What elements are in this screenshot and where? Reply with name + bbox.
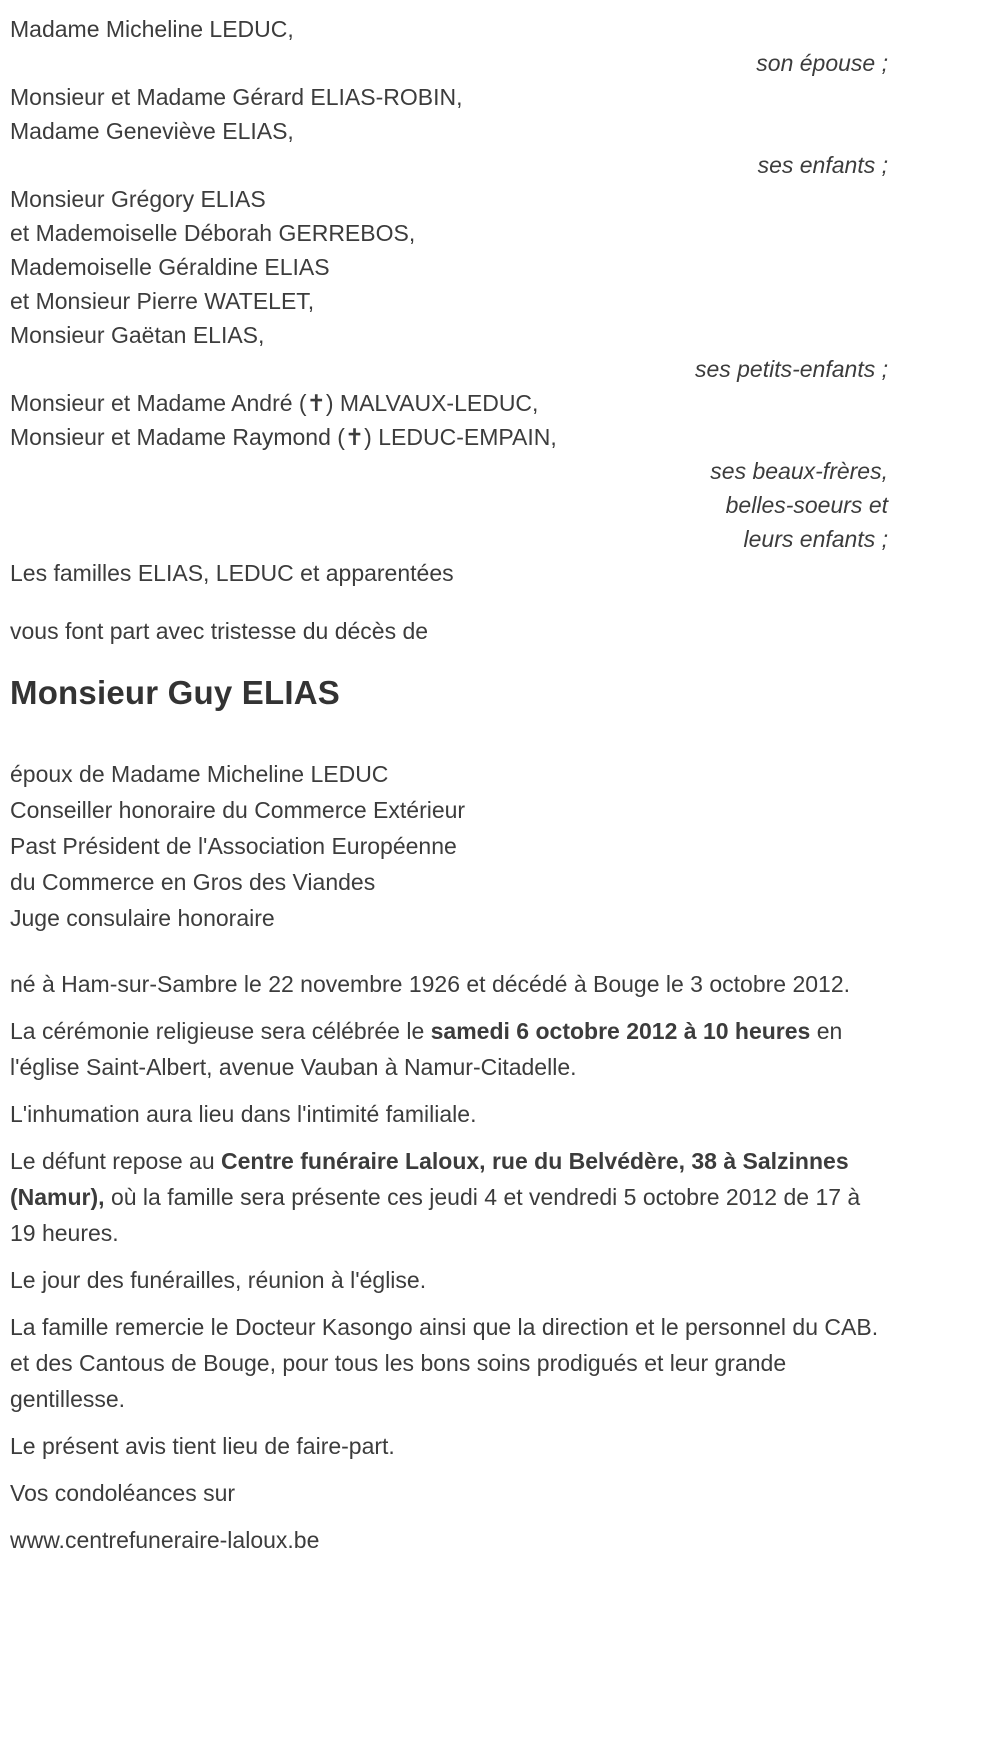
- birth-death-paragraph: [10, 966, 888, 1002]
- relation-label: ses enfants ;: [757, 152, 888, 178]
- relation-label: ses petits-enfants ;: [694, 356, 888, 382]
- text-segment: La famille remercie le Docteur Kasongo ainsi que la direction et le personnel du CAB. et des Cantous de Bouge, pour tous les bons soins prodigués et leur grande gentillesse.: [10, 1314, 879, 1412]
- deceased-name: Monsieur Guy ELIAS: [10, 674, 340, 711]
- ceremony-paragraph: [10, 1013, 888, 1085]
- relative-line: Monsieur et Madame Gérard ELIAS-ROBIN,: [10, 84, 463, 110]
- title-line: du Commerce en Gros des Viandes: [10, 869, 376, 895]
- text-segment: Le jour des funérailles, réunion à l'église.: [10, 1267, 427, 1293]
- relation-label: son épouse ;: [756, 50, 888, 76]
- title-line: Past Président de l'Association Européenne: [10, 833, 457, 859]
- relative-line: Monsieur et Madame Raymond (✝) LEDUC-EMPAIN,: [10, 424, 557, 450]
- relative-line: et Mademoiselle Déborah GERREBOS,: [10, 220, 416, 246]
- relatives-section: [10, 12, 888, 590]
- relative-line: Mademoiselle Géraldine ELIAS: [10, 254, 330, 280]
- details-section: [10, 966, 888, 1558]
- relative-line: et Monsieur Pierre WATELET,: [10, 288, 315, 314]
- text-segment: La cérémonie religieuse sera célébrée le: [10, 1018, 431, 1044]
- families-line: Les familles ELIAS, LEDUC et apparentées: [10, 560, 454, 586]
- text-segment: Le présent avis tient lieu de faire-part.: [10, 1433, 395, 1459]
- text-segment: L'inhumation aura lieu dans l'intimité familiale.: [10, 1101, 477, 1127]
- title-line: époux de Madame Micheline LEDUC: [10, 761, 389, 787]
- relative-line: Madame Micheline LEDUC,: [10, 16, 294, 42]
- relative-line: Monsieur et Madame André (✝) MALVAUX-LEDUC,: [10, 390, 539, 416]
- funeral-day-paragraph: [10, 1262, 888, 1298]
- relation-label: leurs enfants ;: [743, 526, 888, 552]
- relative-line: Monsieur Grégory ELIAS: [10, 186, 266, 212]
- announcement-intro: vous font part avec tristesse du décès de: [10, 618, 429, 644]
- text-segment: où la famille sera présente ces jeudi 4 et vendredi 5 octobre 2012 de 17 à 19 heures.: [10, 1184, 861, 1246]
- condolences-paragraph: [10, 1475, 888, 1511]
- ceremony-datetime: samedi 6 octobre 2012 à 10 heures: [430, 1018, 811, 1044]
- text-segment: Vos condoléances sur: [10, 1480, 236, 1506]
- website-url: www.centrefuneraire-laloux.be: [10, 1527, 320, 1553]
- text-segment: né à Ham-sur-Sambre le 22 novembre 1926 et décédé à Bouge le 3 octobre 2012.: [10, 971, 851, 997]
- funeral-home-paragraph: [10, 1143, 888, 1251]
- relation-label: ses beaux-frères,: [710, 458, 888, 484]
- relative-line: Monsieur Gaëtan ELIAS,: [10, 322, 265, 348]
- text-segment: en l'église Saint-Albert, avenue Vauban à Namur-Citadelle.: [10, 1018, 843, 1080]
- website-paragraph: [10, 1522, 888, 1558]
- burial-paragraph: [10, 1096, 888, 1132]
- notice-paragraph: [10, 1428, 888, 1464]
- titles-section: [10, 756, 888, 936]
- title-line: Juge consulaire honoraire: [10, 905, 275, 931]
- thanks-paragraph: [10, 1309, 888, 1417]
- title-line: Conseiller honoraire du Commerce Extérieur: [10, 797, 466, 823]
- relation-label: belles-soeurs et: [725, 492, 888, 518]
- relative-line: Madame Geneviève ELIAS,: [10, 118, 294, 144]
- funeral-home-address: Centre funéraire Laloux, rue du Belvédère, 38 à Salzinnes (Namur),: [10, 1148, 849, 1210]
- text-segment: Le défunt repose au: [10, 1148, 221, 1174]
